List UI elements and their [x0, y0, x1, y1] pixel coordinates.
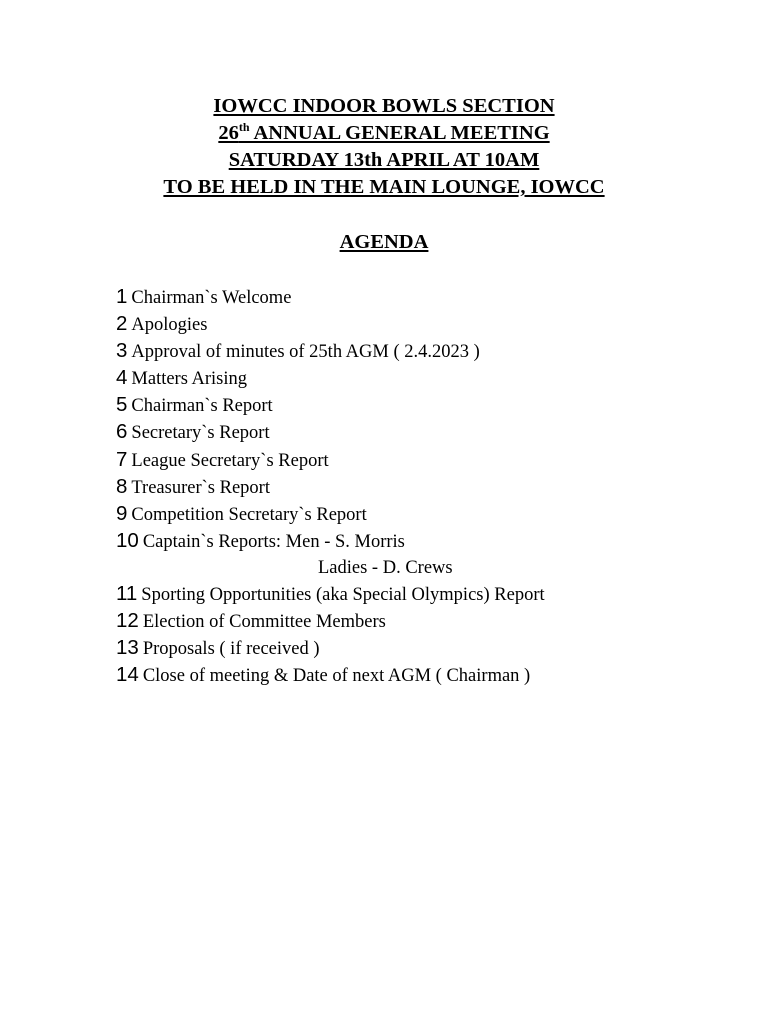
header-venue: TO BE HELD IN THE MAIN LOUNGE, IOWCC — [163, 176, 605, 198]
agenda-item-number: 1 — [116, 285, 128, 308]
agenda-item-text: Chairman`s Welcome — [131, 288, 292, 308]
agenda-item-subtext: Ladies - D. Crews — [318, 557, 453, 578]
agenda-item — [116, 446, 545, 473]
agenda-item-number: 4 — [116, 366, 128, 390]
agenda-item-number: 6 — [116, 420, 128, 444]
agenda-item-text: Chairman`s Report — [131, 396, 273, 417]
agenda-item-number: 8 — [116, 474, 128, 498]
agenda-item-text: Proposals ( if received ) — [142, 639, 320, 660]
agenda-item-number: 9 — [116, 501, 128, 525]
agenda-item — [116, 473, 545, 500]
agenda-item-number: 3 — [116, 339, 128, 363]
agenda-heading: AGENDA — [339, 231, 429, 253]
agenda-item — [116, 337, 545, 364]
agenda-item-number: 14 — [116, 663, 139, 687]
agenda-item-number: 5 — [116, 393, 128, 417]
agenda-item — [116, 364, 545, 391]
agenda-item — [116, 391, 545, 418]
agenda-item-text: Approval of minutes of 25th AGM ( 2.4.2023 ) — [131, 342, 480, 363]
agenda-item — [116, 283, 545, 310]
agenda-item-text: League Secretary`s Report — [131, 450, 329, 471]
agenda-item-number: 7 — [116, 447, 128, 471]
agenda-item — [116, 580, 545, 607]
header-date-time: SATURDAY 13th APRIL AT 10AM — [228, 149, 540, 171]
agenda-item-text: Matters Arising — [131, 369, 248, 390]
agenda-item-number: 13 — [116, 636, 139, 660]
agenda-item — [116, 418, 545, 445]
document-header — [0, 93, 768, 201]
agenda-item — [116, 634, 545, 661]
header-section-title: IOWCC INDOOR BOWLS SECTION — [213, 95, 555, 117]
agenda-item-text: Captain`s Reports: Men - S. Morris — [142, 531, 405, 552]
agenda-item-number: 2 — [116, 312, 128, 336]
agenda-item-text: Apologies — [131, 315, 208, 336]
agenda-item — [116, 500, 545, 527]
agenda-item-text: Sporting Opportunities (aka Special Olympics) Report — [141, 584, 545, 605]
agenda-item-text: Competition Secretary`s Report — [131, 504, 367, 525]
header-ordinal-suffix: th — [238, 120, 250, 134]
agenda-item — [116, 607, 545, 634]
agenda-item-number: 11 — [116, 581, 138, 605]
agenda-item-number: 10 — [116, 528, 139, 552]
agenda-item — [116, 661, 545, 688]
header-meeting-name: ANNUAL GENERAL MEETING — [249, 122, 550, 144]
header-meeting-title — [0, 120, 768, 147]
agenda-item — [116, 527, 545, 580]
agenda-item-text: Treasurer`s Report — [131, 477, 270, 498]
agenda-list — [116, 283, 545, 688]
agenda-item-text: Secretary`s Report — [131, 423, 270, 444]
agenda-item-number: 12 — [116, 608, 139, 632]
agenda-item-text: Close of meeting & Date of next AGM ( Chairman ) — [142, 666, 531, 687]
agenda-item — [116, 310, 545, 337]
header-ordinal-number: 26 — [218, 122, 239, 144]
agenda-item-text: Election of Committee Members — [142, 611, 386, 632]
